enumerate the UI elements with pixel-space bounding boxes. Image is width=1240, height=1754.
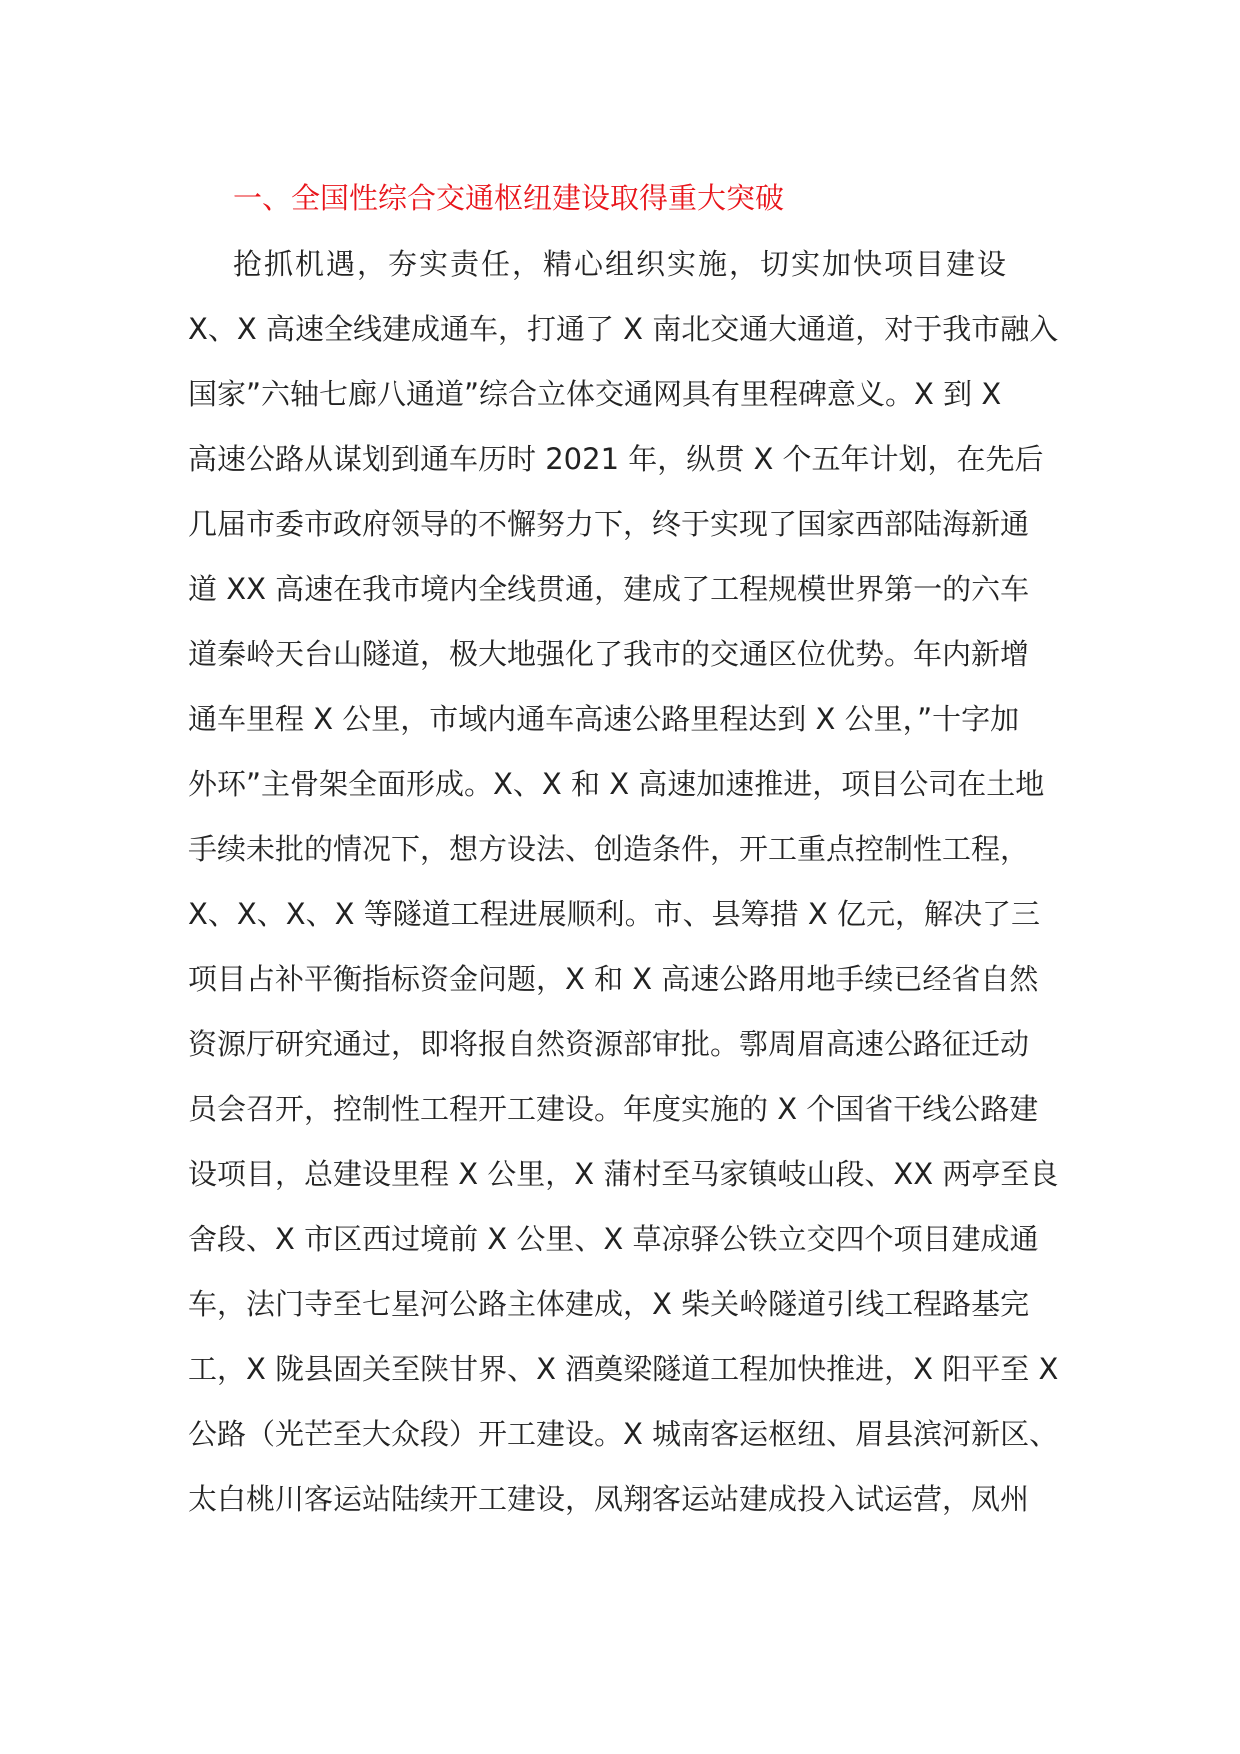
paragraph-line: 公路（光芒至大众段）开工建设。X 城南客运枢纽、眉县滨河新区、 bbox=[188, 1417, 1059, 1451]
paragraph-line: 设项目，总建设里程 X 公里，X 蒲村至马家镇岐山段、XX 两亭至良 bbox=[188, 1157, 1059, 1191]
body-paragraph bbox=[188, 240, 1088, 1540]
paragraph-line: 资源厅研究通过，即将报自然资源部审批。鄠周眉高速公路征迁动 bbox=[188, 1027, 1030, 1061]
paragraph-line: X、X、X、X 等隧道工程进展顺利。市、县筹措 X 亿元，解决了三 bbox=[188, 897, 1040, 931]
paragraph-line: 道 XX 高速在我市境内全线贯通，建成了工程规模世界第一的六车 bbox=[188, 572, 1030, 606]
paragraph-line: 车，法门寺至七星河公路主体建成，X 柴关岭隧道引线工程路基完 bbox=[188, 1287, 1030, 1321]
paragraph-line: X、X 高速全线建成通车，打通了 X 南北交通大通道，对于我市融入 bbox=[188, 312, 1059, 346]
paragraph-line: 外环”主骨架全面形成。X、X 和 X 高速加速推进，项目公司在土地 bbox=[188, 767, 1045, 801]
paragraph-line: 项目占补平衡指标资金问题，X 和 X 高速公路用地手续已经省自然 bbox=[188, 962, 1039, 996]
paragraph-line: 几届市委市政府领导的不懈努力下，终于实现了国家西部陆海新通 bbox=[188, 507, 1030, 541]
paragraph-line: 高速公路从谋划到通车历时 2021 年，纵贯 X 个五年计划，在先后 bbox=[188, 442, 1044, 476]
paragraph-line: 员会召开，控制性工程开工建设。年度实施的 X 个国省干线公路建 bbox=[188, 1092, 1039, 1126]
paragraph-line: 工，X 陇县固关至陕甘界、X 酒奠梁隧道工程加快推进，X 阳平至 X bbox=[188, 1352, 1059, 1386]
paragraph-line: 通车里程 X 公里，市域内通车高速公路里程达到 X 公里，”十字加 bbox=[188, 702, 1020, 736]
paragraph-line: 抢抓机遇，夯实责任，精心组织实施，切实加快项目建设 bbox=[233, 247, 1009, 281]
paragraph-line: 太白桃川客运站陆续开工建设，凤翔客运站建成投入试运营，凤州 bbox=[188, 1482, 1030, 1516]
paragraph-line: 道秦岭天台山隧道，极大地强化了我市的交通区位优势。年内新增 bbox=[188, 637, 1030, 671]
paragraph-line: 国家”六轴七廊八通道”综合立体交通网具有里程碑意义。X 到 X bbox=[188, 377, 1002, 411]
paragraph-line: 舍段、X 市区西过境前 X 公里、X 草凉驿公铁立交四个项目建成通 bbox=[188, 1222, 1039, 1256]
paragraph-line: 手续未批的情况下，想方设法、创造条件，开工重点控制性工程， bbox=[188, 832, 1030, 866]
section-heading: 一、全国性综合交通枢纽建设取得重大突破 bbox=[233, 181, 785, 215]
